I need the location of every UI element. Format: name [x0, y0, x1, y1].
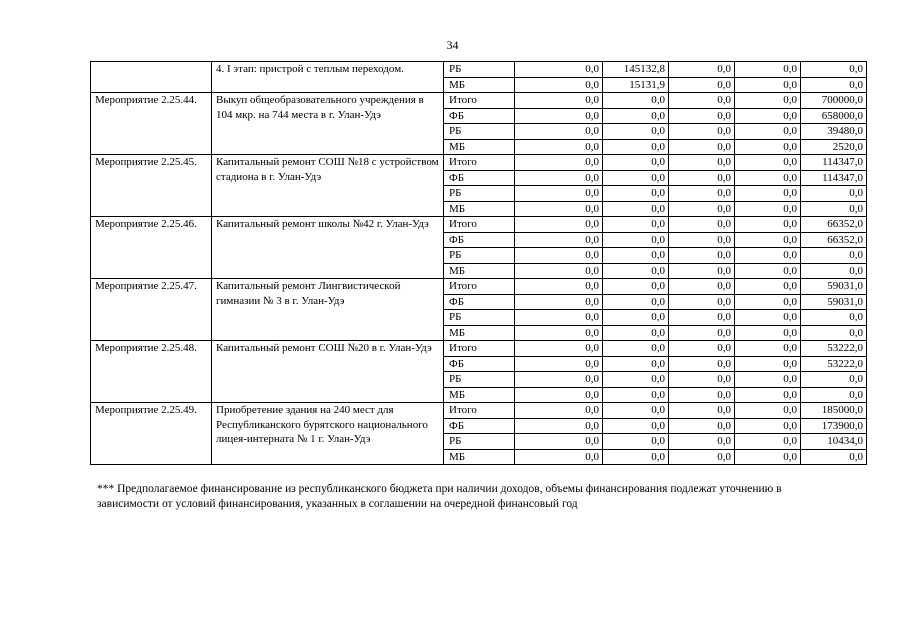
amount-cell: 0,0	[669, 139, 735, 155]
event-number-cell: Мероприятие 2.25.47.	[91, 279, 212, 341]
amount-cell: 114347,0	[801, 170, 867, 186]
amount-cell: 0,0	[801, 186, 867, 202]
amount-cell: 0,0	[515, 356, 603, 372]
amount-cell: 0,0	[801, 310, 867, 326]
amount-cell: 0,0	[735, 434, 801, 450]
amount-cell: 0,0	[669, 387, 735, 403]
amount-cell: 0,0	[669, 170, 735, 186]
table-row	[91, 279, 867, 295]
amount-cell: 15131,9	[603, 77, 669, 93]
amount-cell: 0,0	[735, 294, 801, 310]
amount-cell: 0,0	[669, 155, 735, 171]
amount-cell: 0,0	[515, 372, 603, 388]
amount-cell: 0,0	[603, 310, 669, 326]
amount-cell: 0,0	[669, 217, 735, 233]
funding-source-cell: МБ	[444, 263, 515, 279]
amount-cell: 0,0	[669, 77, 735, 93]
amount-cell: 0,0	[735, 186, 801, 202]
amount-cell: 0,0	[735, 279, 801, 295]
amount-cell: 0,0	[669, 263, 735, 279]
amount-cell: 0,0	[669, 62, 735, 78]
funding-source-cell: МБ	[444, 201, 515, 217]
amount-cell: 0,0	[515, 418, 603, 434]
amount-cell: 0,0	[515, 232, 603, 248]
amount-cell: 66352,0	[801, 217, 867, 233]
amount-cell: 0,0	[669, 108, 735, 124]
event-number-cell: Мероприятие 2.25.44.	[91, 93, 212, 155]
funding-source-cell: МБ	[444, 387, 515, 403]
amount-cell: 0,0	[669, 341, 735, 357]
funding-source-cell: МБ	[444, 77, 515, 93]
amount-cell: 0,0	[603, 263, 669, 279]
amount-cell: 0,0	[669, 325, 735, 341]
amount-cell: 0,0	[515, 186, 603, 202]
funding-source-cell: РБ	[444, 248, 515, 264]
event-description-cell: Капитальный ремонт СОШ №20 в г. Улан-Удэ	[212, 341, 444, 403]
amount-cell: 0,0	[669, 294, 735, 310]
table-row	[91, 155, 867, 171]
amount-cell: 0,0	[515, 139, 603, 155]
amount-cell: 0,0	[735, 248, 801, 264]
amount-cell: 0,0	[735, 232, 801, 248]
amount-cell: 0,0	[515, 294, 603, 310]
funding-source-cell: МБ	[444, 325, 515, 341]
table-row	[91, 93, 867, 109]
funding-source-cell: МБ	[444, 449, 515, 465]
page-number: 34	[446, 38, 459, 52]
amount-cell: 0,0	[735, 124, 801, 140]
amount-cell: 0,0	[735, 108, 801, 124]
amount-cell: 0,0	[735, 263, 801, 279]
amount-cell: 0,0	[735, 341, 801, 357]
funding-source-cell: Итого	[444, 217, 515, 233]
amount-cell: 0,0	[603, 449, 669, 465]
table-row	[91, 341, 867, 357]
amount-cell: 0,0	[515, 434, 603, 450]
funding-source-cell: РБ	[444, 434, 515, 450]
amount-cell: 0,0	[735, 387, 801, 403]
event-description-cell: Капитальный ремонт школы №42 г. Улан-Удэ	[212, 217, 444, 279]
amount-cell: 0,0	[603, 279, 669, 295]
amount-cell: 0,0	[735, 93, 801, 109]
funding-source-cell: ФБ	[444, 356, 515, 372]
funding-source-cell: МБ	[444, 139, 515, 155]
funding-source-cell: РБ	[444, 62, 515, 78]
funding-source-cell: Итого	[444, 93, 515, 109]
funding-source-cell: Итого	[444, 341, 515, 357]
funding-source-cell: Итого	[444, 279, 515, 295]
funding-source-cell: Итого	[444, 155, 515, 171]
funding-source-cell: РБ	[444, 310, 515, 326]
amount-cell: 39480,0	[801, 124, 867, 140]
amount-cell: 0,0	[801, 449, 867, 465]
amount-cell: 0,0	[801, 387, 867, 403]
amount-cell: 0,0	[669, 232, 735, 248]
event-description-cell: Выкуп общеобразовательного учреждения в 104 мкр. на 744 места в г. Улан-Удэ	[212, 93, 444, 155]
amount-cell: 0,0	[515, 248, 603, 264]
amount-cell: 0,0	[801, 248, 867, 264]
amount-cell: 0,0	[735, 201, 801, 217]
amount-cell: 0,0	[515, 341, 603, 357]
amount-cell: 0,0	[515, 108, 603, 124]
funding-source-cell: РБ	[444, 186, 515, 202]
funding-source-cell: РБ	[444, 372, 515, 388]
amount-cell: 0,0	[669, 201, 735, 217]
amount-cell: 0,0	[515, 325, 603, 341]
funding-source-cell: Итого	[444, 403, 515, 419]
amount-cell: 0,0	[669, 310, 735, 326]
amount-cell: 0,0	[515, 201, 603, 217]
amount-cell: 0,0	[735, 418, 801, 434]
amount-cell: 53222,0	[801, 341, 867, 357]
amount-cell: 0,0	[603, 434, 669, 450]
event-description-cell: Капитальный ремонт Лингвистической гимназии № 3 в г. Улан-Удэ	[212, 279, 444, 341]
amount-cell: 0,0	[801, 325, 867, 341]
amount-cell: 0,0	[603, 155, 669, 171]
amount-cell: 59031,0	[801, 279, 867, 295]
amount-cell: 0,0	[735, 170, 801, 186]
table-row	[91, 62, 867, 78]
amount-cell: 0,0	[603, 124, 669, 140]
event-description-cell: 4. I этап: пристрой с теплым переходом.	[212, 62, 444, 93]
amount-cell: 0,0	[603, 418, 669, 434]
amount-cell: 0,0	[669, 372, 735, 388]
funding-source-cell: ФБ	[444, 418, 515, 434]
amount-cell: 0,0	[735, 62, 801, 78]
amount-cell: 0,0	[669, 279, 735, 295]
amount-cell: 0,0	[515, 155, 603, 171]
amount-cell: 0,0	[603, 108, 669, 124]
amount-cell: 0,0	[515, 279, 603, 295]
amount-cell: 0,0	[515, 93, 603, 109]
table-row	[91, 217, 867, 233]
amount-cell: 0,0	[515, 387, 603, 403]
amount-cell: 0,0	[735, 325, 801, 341]
amount-cell: 0,0	[669, 356, 735, 372]
table-row	[91, 403, 867, 419]
footnote: *** Предполагаемое финансирование из республиканского бюджета при наличии доходов, объемы финансирования подлежат уточнению в зависимости от условий финансирования, указанных в соглашении на очередной финансовый год	[97, 483, 782, 510]
amount-cell: 173900,0	[801, 418, 867, 434]
amount-cell: 0,0	[603, 387, 669, 403]
amount-cell: 0,0	[603, 170, 669, 186]
funding-table	[90, 61, 867, 465]
amount-cell: 0,0	[603, 356, 669, 372]
amount-cell: 145132,8	[603, 62, 669, 78]
amount-cell: 2520,0	[801, 139, 867, 155]
amount-cell: 10434,0	[801, 434, 867, 450]
amount-cell: 0,0	[603, 403, 669, 419]
amount-cell: 0,0	[735, 310, 801, 326]
amount-cell: 114347,0	[801, 155, 867, 171]
amount-cell: 0,0	[515, 170, 603, 186]
amount-cell: 0,0	[669, 93, 735, 109]
funding-source-cell: ФБ	[444, 108, 515, 124]
amount-cell: 0,0	[515, 124, 603, 140]
amount-cell: 0,0	[801, 263, 867, 279]
amount-cell: 0,0	[515, 263, 603, 279]
amount-cell: 0,0	[801, 62, 867, 78]
amount-cell: 0,0	[669, 449, 735, 465]
amount-cell: 0,0	[801, 77, 867, 93]
funding-source-cell: ФБ	[444, 170, 515, 186]
event-number-cell	[91, 62, 212, 93]
amount-cell: 0,0	[735, 77, 801, 93]
event-description-cell: Капитальный ремонт СОШ №18 с устройством стадиона в г. Улан-Удэ	[212, 155, 444, 217]
amount-cell: 0,0	[603, 201, 669, 217]
amount-cell: 0,0	[735, 356, 801, 372]
amount-cell: 0,0	[801, 201, 867, 217]
amount-cell: 0,0	[603, 186, 669, 202]
amount-cell: 0,0	[603, 248, 669, 264]
amount-cell: 700000,0	[801, 93, 867, 109]
amount-cell: 0,0	[669, 124, 735, 140]
event-number-cell: Мероприятие 2.25.48.	[91, 341, 212, 403]
amount-cell: 0,0	[669, 434, 735, 450]
amount-cell: 0,0	[603, 232, 669, 248]
amount-cell: 0,0	[801, 372, 867, 388]
amount-cell: 0,0	[669, 418, 735, 434]
amount-cell: 0,0	[603, 294, 669, 310]
amount-cell: 0,0	[735, 372, 801, 388]
amount-cell: 0,0	[603, 217, 669, 233]
funding-source-cell: ФБ	[444, 232, 515, 248]
amount-cell: 0,0	[515, 77, 603, 93]
amount-cell: 0,0	[515, 310, 603, 326]
amount-cell: 59031,0	[801, 294, 867, 310]
amount-cell: 0,0	[735, 449, 801, 465]
amount-cell: 0,0	[515, 217, 603, 233]
amount-cell: 0,0	[603, 372, 669, 388]
event-number-cell: Мероприятие 2.25.46.	[91, 217, 212, 279]
event-description-cell: Приобретение здания на 240 мест для Республиканского бурятского национального лицея-интерната № 1 г. Улан-Удэ	[212, 403, 444, 465]
amount-cell: 66352,0	[801, 232, 867, 248]
amount-cell: 0,0	[603, 325, 669, 341]
amount-cell: 0,0	[515, 449, 603, 465]
amount-cell: 0,0	[735, 155, 801, 171]
amount-cell: 0,0	[669, 248, 735, 264]
amount-cell: 0,0	[603, 93, 669, 109]
amount-cell: 0,0	[735, 217, 801, 233]
amount-cell: 53222,0	[801, 356, 867, 372]
funding-source-cell: ФБ	[444, 294, 515, 310]
amount-cell: 0,0	[669, 186, 735, 202]
amount-cell: 0,0	[515, 62, 603, 78]
amount-cell: 0,0	[603, 139, 669, 155]
amount-cell: 0,0	[603, 341, 669, 357]
event-number-cell: Мероприятие 2.25.45.	[91, 155, 212, 217]
event-number-cell: Мероприятие 2.25.49.	[91, 403, 212, 465]
amount-cell: 0,0	[515, 403, 603, 419]
amount-cell: 0,0	[669, 403, 735, 419]
amount-cell: 658000,0	[801, 108, 867, 124]
amount-cell: 185000,0	[801, 403, 867, 419]
funding-source-cell: РБ	[444, 124, 515, 140]
amount-cell: 0,0	[735, 403, 801, 419]
amount-cell: 0,0	[735, 139, 801, 155]
